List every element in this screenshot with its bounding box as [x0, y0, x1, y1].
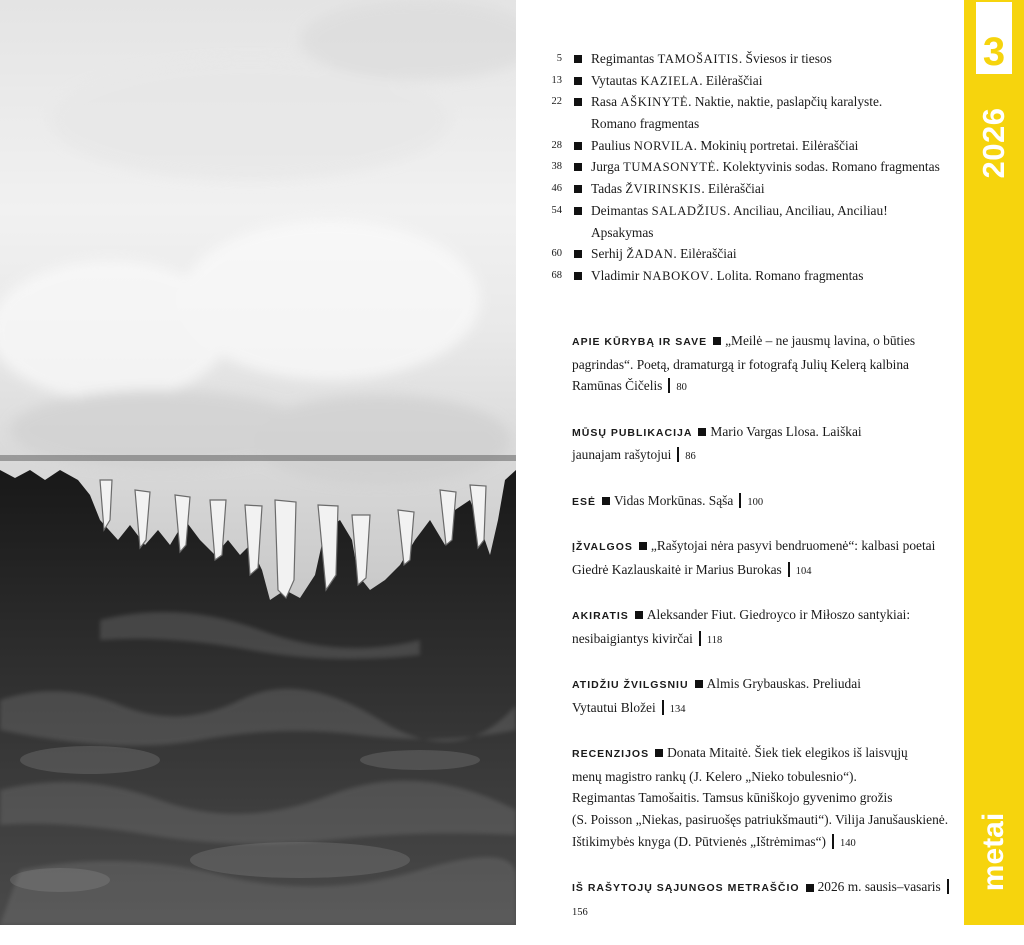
toc-title: [591, 135, 858, 158]
toc-author-surname: AŠKINYTĖ: [620, 95, 689, 110]
bullet-square-icon: [655, 749, 663, 757]
section-label: RECENZIJOS: [572, 748, 650, 760]
toc-entry: [540, 156, 960, 178]
toc-title: [591, 178, 765, 201]
section-page-number: 118: [706, 634, 723, 646]
ice-water-image: [0, 0, 516, 925]
toc-page-number: 22: [551, 96, 562, 108]
section-entry: [572, 604, 962, 651]
toc-work-title: . Anciliau, Anciliau, Anciliau!: [727, 202, 888, 218]
issue-number: 3: [982, 29, 1006, 74]
section-label: ESĖ: [572, 495, 597, 508]
section-entry: [572, 421, 962, 468]
section-entry: [572, 535, 962, 582]
section-text-line: Aleksander Fiut. Giedroyco ir Miłoszo santykiai:: [646, 607, 911, 622]
page-divider-bar: [739, 493, 741, 508]
toc-entry: [540, 135, 960, 157]
bullet-square-icon: [635, 611, 643, 619]
table-of-contents: [540, 48, 960, 287]
section-text-line: menų magistro rankų (J. Kelero „Nieko tobulesnio“).: [572, 768, 857, 784]
bullet-square-icon: [574, 185, 582, 193]
section-text-line: Ištikimybės knyga (D. Pūtvienės „Ištrėmimas“): [572, 833, 826, 849]
page-divider-bar: [947, 879, 949, 894]
toc-entry: [540, 48, 960, 70]
toc-work-title: . Eilėraščiai: [699, 72, 763, 88]
page-divider-bar: [699, 631, 701, 646]
toc-page-number: 68: [551, 269, 562, 281]
bullet-square-icon: [695, 680, 703, 688]
section-text-line: Donata Mitaitė. Šiek tiek elegikos iš laisvųjų: [667, 745, 908, 760]
bullet-square-icon: [574, 98, 582, 106]
bullet-square-icon: [574, 272, 582, 280]
toc-title: [591, 243, 737, 266]
page-divider-bar: [668, 378, 670, 393]
section-label: ATIDŽIU ŽVILGSNIU: [572, 679, 689, 691]
section-entry: [572, 330, 962, 399]
toc-author-surname: KAZIELA: [640, 73, 700, 88]
page-divider-bar: [677, 447, 679, 462]
section-text-line: nesibaigiantys kivirčai: [572, 630, 693, 646]
toc-work-title: . Naktie, naktie, paslapčių karalyste.: [688, 94, 883, 110]
section-entry: [572, 490, 962, 514]
section-entry: [572, 876, 962, 923]
toc-title: [591, 91, 882, 114]
toc-author-first: Serhij: [591, 246, 627, 262]
toc-page-number: 38: [551, 161, 562, 173]
toc-entry-continuation: Romano fragmentas: [591, 116, 700, 132]
section-text-line: Mario Vargas Llosa. Laiškai: [710, 423, 862, 439]
toc-author-surname: NORVILA: [633, 138, 694, 153]
toc-author-first: Vladimir: [591, 267, 643, 283]
toc-page-number: 54: [551, 204, 562, 216]
section-page-number: 156: [572, 906, 588, 918]
section-page-number: 100: [747, 496, 764, 508]
toc-title: [591, 48, 832, 71]
section-text-line: Ramūnas Čičelis: [572, 378, 663, 394]
bullet-square-icon: [713, 337, 721, 345]
section-text-line: Regimantas Tamošaitis. Tamsus kūniškojo gyvenimo grožis: [572, 790, 893, 806]
section-label: MŪSŲ PUBLIKACIJA: [572, 426, 693, 439]
section-label: APIE KŪRYBĄ IR SAVE: [572, 336, 708, 348]
toc-author-first: Tadas: [591, 181, 626, 197]
section-page-number: 104: [795, 565, 812, 577]
toc-author-first: Regimantas: [591, 51, 658, 66]
page-divider-bar: [662, 700, 664, 715]
toc-author-first: Vytautas: [591, 72, 641, 88]
toc-page-number: 13: [551, 74, 562, 86]
section-entry: [572, 742, 962, 855]
toc-entry-continuation: Apsakymas: [591, 224, 654, 240]
toc-author-first: Paulius: [591, 137, 634, 153]
toc-entry: [540, 265, 960, 287]
section-text-line: Almis Grybauskas. Preliudai: [706, 676, 861, 691]
toc-entry: [540, 200, 960, 222]
toc-page-number: 28: [551, 139, 562, 151]
section-text-line: „Rašytojai nėra pasyvi bendruomenė“: kalbasi poetai: [650, 538, 936, 553]
section-entry: [572, 673, 962, 720]
toc-work-title: . Kolektyvinis sodas. Romano fragmentas: [715, 159, 940, 175]
section-label: AKIRATIS: [572, 610, 629, 622]
bullet-square-icon: [574, 77, 582, 85]
bullet-square-icon: [574, 207, 582, 215]
toc-author-surname: NABOKOV: [642, 268, 710, 283]
section-list: [572, 330, 962, 945]
bullet-square-icon: [602, 497, 610, 505]
page-divider-bar: [832, 834, 834, 849]
toc-work-title: . Mokinių portretai. Eilėraščiai: [693, 137, 859, 153]
toc-work-title: . Šviesos ir tiesos: [738, 51, 832, 66]
toc-title: [591, 156, 940, 179]
toc-title: [591, 200, 888, 223]
toc-author-surname: ŽADAN: [626, 247, 674, 262]
toc-author-first: Jurga: [591, 159, 624, 175]
toc-page-number: 46: [551, 183, 562, 195]
toc-author-surname: ŽVIRINSKIS: [625, 182, 702, 197]
section-text-line: pagrindas“. Poetą, dramaturgą ir fotografą Julių Kelerą kalbina: [572, 356, 909, 372]
bullet-square-icon: [574, 142, 582, 150]
section-text-line: Vytautui Bložei: [572, 699, 656, 715]
toc-work-title: . Eilėraščiai: [701, 181, 765, 197]
toc-title: [591, 70, 762, 93]
section-page-number: 134: [669, 703, 686, 715]
bullet-square-icon: [574, 250, 582, 258]
toc-entry: [540, 91, 960, 113]
section-text-line: 2026 m. sausis–vasaris: [817, 879, 941, 895]
section-page-number: 86: [685, 451, 696, 463]
toc-author-surname: TUMASONYTĖ: [623, 160, 716, 175]
toc-entry: [540, 178, 960, 200]
section-text-line: jaunajam rašytojui: [572, 447, 672, 463]
toc-entry: [540, 243, 960, 265]
toc-author-first: Deimantas: [591, 202, 652, 218]
toc-work-title: . Lolita. Romano fragmentas: [709, 267, 864, 283]
bullet-square-icon: [698, 428, 706, 436]
section-text-line: Vidas Morkūnas. Sąša: [614, 492, 734, 508]
section-label: ĮŽVALGOS: [572, 541, 633, 553]
section-page-number: 80: [676, 382, 687, 394]
toc-work-title: . Eilėraščiai: [673, 246, 737, 262]
spine-year: 2026: [976, 107, 1011, 179]
section-text-line: Giedrė Kazlauskaitė ir Marius Burokas: [572, 561, 782, 577]
page-divider-bar: [788, 562, 790, 577]
bullet-square-icon: [574, 55, 582, 63]
spine-title: metai: [977, 812, 1010, 892]
toc-author-surname: SALADŽIUS: [651, 203, 727, 218]
section-label: IŠ RAŠYTOJŲ SĄJUNGOS METRAŠČIO: [572, 882, 800, 895]
section-text-line: „Meilė – ne jausmų lavina, o būties: [725, 333, 916, 348]
toc-title: [591, 265, 863, 288]
bullet-square-icon: [639, 542, 647, 550]
toc-entry: [540, 70, 960, 92]
section-text-line: (S. Poisson „Niekas, pasiruošęs patriukšmauti“). Vilija Janušauskienė.: [572, 812, 949, 828]
bullet-square-icon: [574, 163, 582, 171]
toc-author-first: Rasa: [591, 94, 621, 110]
toc-author-surname: TAMOŠAITIS: [657, 52, 739, 66]
toc-page-number: 5: [556, 53, 562, 64]
section-page-number: 140: [840, 837, 856, 849]
toc-page-number: 60: [551, 248, 562, 260]
cover-photo: [0, 0, 516, 925]
bullet-square-icon: [806, 884, 814, 892]
